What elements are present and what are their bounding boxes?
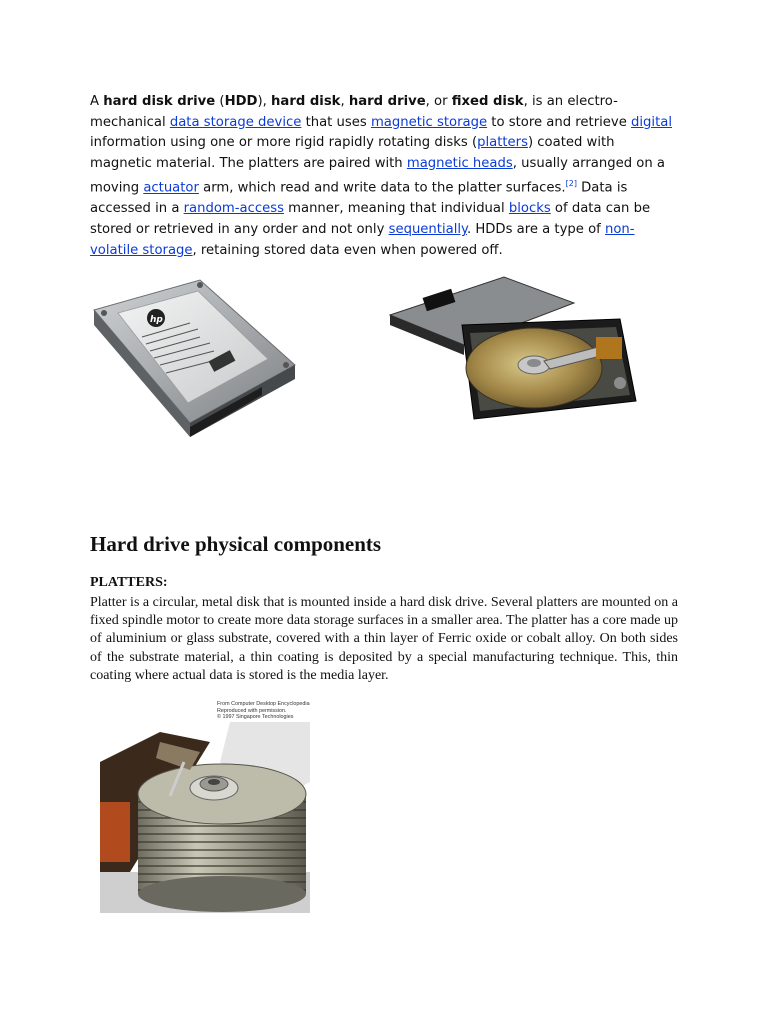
open-hard-drive-photo (384, 273, 640, 423)
subheading-platters: PLATTERS: (90, 575, 168, 590)
text: Data is accessed in a (90, 180, 628, 217)
text: . HDDs are a type of (466, 221, 605, 237)
platter-stack-illustration (100, 722, 310, 913)
image-credit (217, 701, 310, 721)
text: arm, which read and write data to the platter surfaces. (198, 180, 566, 196)
text: , (340, 94, 349, 109)
link-magnetic-heads[interactable]: magnetic heads (406, 155, 513, 171)
text: , usually arranged on a moving (90, 155, 665, 196)
text: of data can be stored or retrieved in any order and not only (90, 201, 651, 237)
link-data-storage-device[interactable]: data storage device (169, 114, 302, 130)
term-bold: hard drive (348, 94, 426, 109)
text: ), (257, 94, 272, 109)
text: A (90, 94, 104, 109)
text: manner, meaning that individual (283, 201, 509, 217)
hard-drive-illustration (90, 255, 300, 460)
text: to store and retrieve (487, 114, 632, 130)
term-bold: hard disk (271, 94, 341, 109)
term-bold: fixed disk (451, 94, 524, 109)
open-hard-drive-illustration (384, 273, 640, 423)
link-non-volatile-storage[interactable]: non-volatile storage (90, 221, 635, 258)
credit-line: From Computer Desktop Encyclopedia (217, 701, 310, 707)
credit-line: © 1997 Singapore Technologies (217, 714, 294, 721)
section-heading: Hard drive physical components (90, 532, 382, 556)
link-digital[interactable]: digital (631, 114, 673, 130)
reference-link[interactable]: [2] (565, 179, 577, 189)
text: , retaining stored data even when powered off. (192, 242, 503, 258)
link-magnetic-storage[interactable]: magnetic storage (370, 114, 488, 130)
term-bold: HDD (224, 94, 258, 109)
hard-drive-photo (90, 255, 300, 460)
text: , or (425, 94, 452, 109)
text: ) coated with magnetic material. The platters are paired with (90, 135, 615, 171)
link-platters[interactable]: platters (477, 135, 528, 151)
hp-logo: hp (150, 315, 163, 325)
intro-paragraph (90, 92, 680, 261)
link-random-access[interactable]: random-access (183, 201, 284, 217)
platters-paragraph: Platter is a circular, metal disk that is mounted inside a hard disk drive. Several platters are mounted on a fixed spindle motor to create more data storage surfaces in a smaller area. The platter has a core made up of aluminium or glass substrate, covered with a thin layer of Ferric oxide or cobalt alloy. On both sides of the substrate material, a thin coating is deposited by a special manufacturing technique. This, thin coating where actual data is stored is the media layer. (90, 595, 678, 683)
credit-line: Reproduced with permission. (217, 707, 287, 714)
link-actuator[interactable]: actuator (143, 180, 199, 196)
term-bold: hard disk drive (103, 94, 216, 109)
text: information using one or more rigid rapidly rotating disks ( (90, 135, 478, 151)
text: ( (215, 94, 225, 109)
link-blocks[interactable]: blocks (508, 201, 551, 217)
platter-stack-photo (100, 722, 310, 913)
link-sequentially[interactable]: sequentially (388, 221, 467, 237)
text: that uses (301, 114, 371, 130)
text: , is an electro-mechanical (90, 94, 618, 130)
